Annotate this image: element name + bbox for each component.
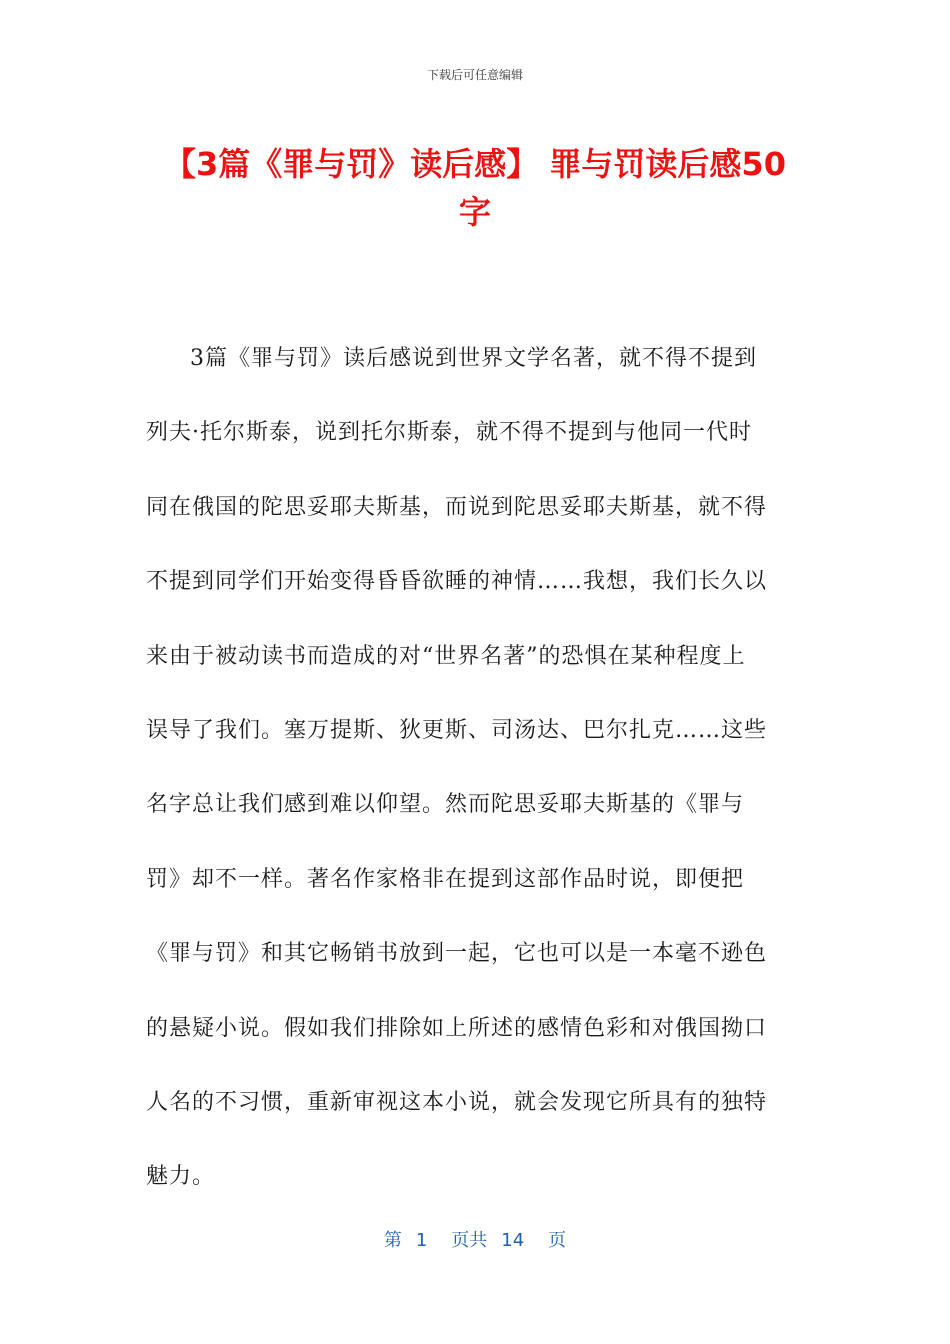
title-line-2: 字: [458, 193, 491, 231]
footer-middle: 页共: [451, 1230, 488, 1251]
document-title: [140, 140, 810, 236]
body-line: 人名的不习惯，重新审视这本小说，就会发现它所具有的独特: [146, 1090, 768, 1116]
body-line: 3篇《罪与罚》读后感说到世界文学名著，就不得不提到: [190, 346, 757, 371]
footer-current-page: 1: [415, 1230, 428, 1251]
title-line-1: 【3篇《罪与罚》读后感】 罪与罚读后感50: [164, 145, 786, 183]
body-line: 不提到同学们开始变得昏昏欲睡的神情……我想，我们长久以: [146, 569, 768, 595]
body-line: 《罪与罚》和其它畅销书放到一起，它也可以是一本毫不逊色: [146, 941, 768, 967]
body-line: 罚》却不一样。著名作家格非在提到这部作品时说，即便把: [146, 866, 745, 892]
page-footer: [0, 1226, 950, 1252]
footer-suffix: 页: [548, 1230, 567, 1251]
body-paragraph: [146, 322, 796, 1215]
body-line: 误导了我们。塞万提斯、狄更斯、司汤达、巴尔扎克……这些: [146, 718, 768, 744]
body-line: 来由于被动读书而造成的对“世界名著”的恐惧在某种程度上: [146, 643, 746, 669]
footer-total-pages: 14: [501, 1230, 525, 1251]
body-line: 同在俄国的陀思妥耶夫斯基，而说到陀思妥耶夫斯基，就不得: [146, 494, 768, 520]
footer-prefix: 第: [383, 1230, 402, 1251]
body-line: 列夫·托尔斯泰，说到托尔斯泰，就不得不提到与他同一代时: [146, 420, 752, 446]
header-note: 下载后可任意编辑: [426, 68, 523, 82]
body-line: 的悬疑小说。假如我们排除如上所述的感情色彩和对俄国拗口: [146, 1015, 768, 1041]
body-line: 名字总让我们感到难以仰望。然而陀思妥耶夫斯基的《罪与: [146, 792, 745, 818]
body-line: 魅力。: [146, 1164, 216, 1190]
